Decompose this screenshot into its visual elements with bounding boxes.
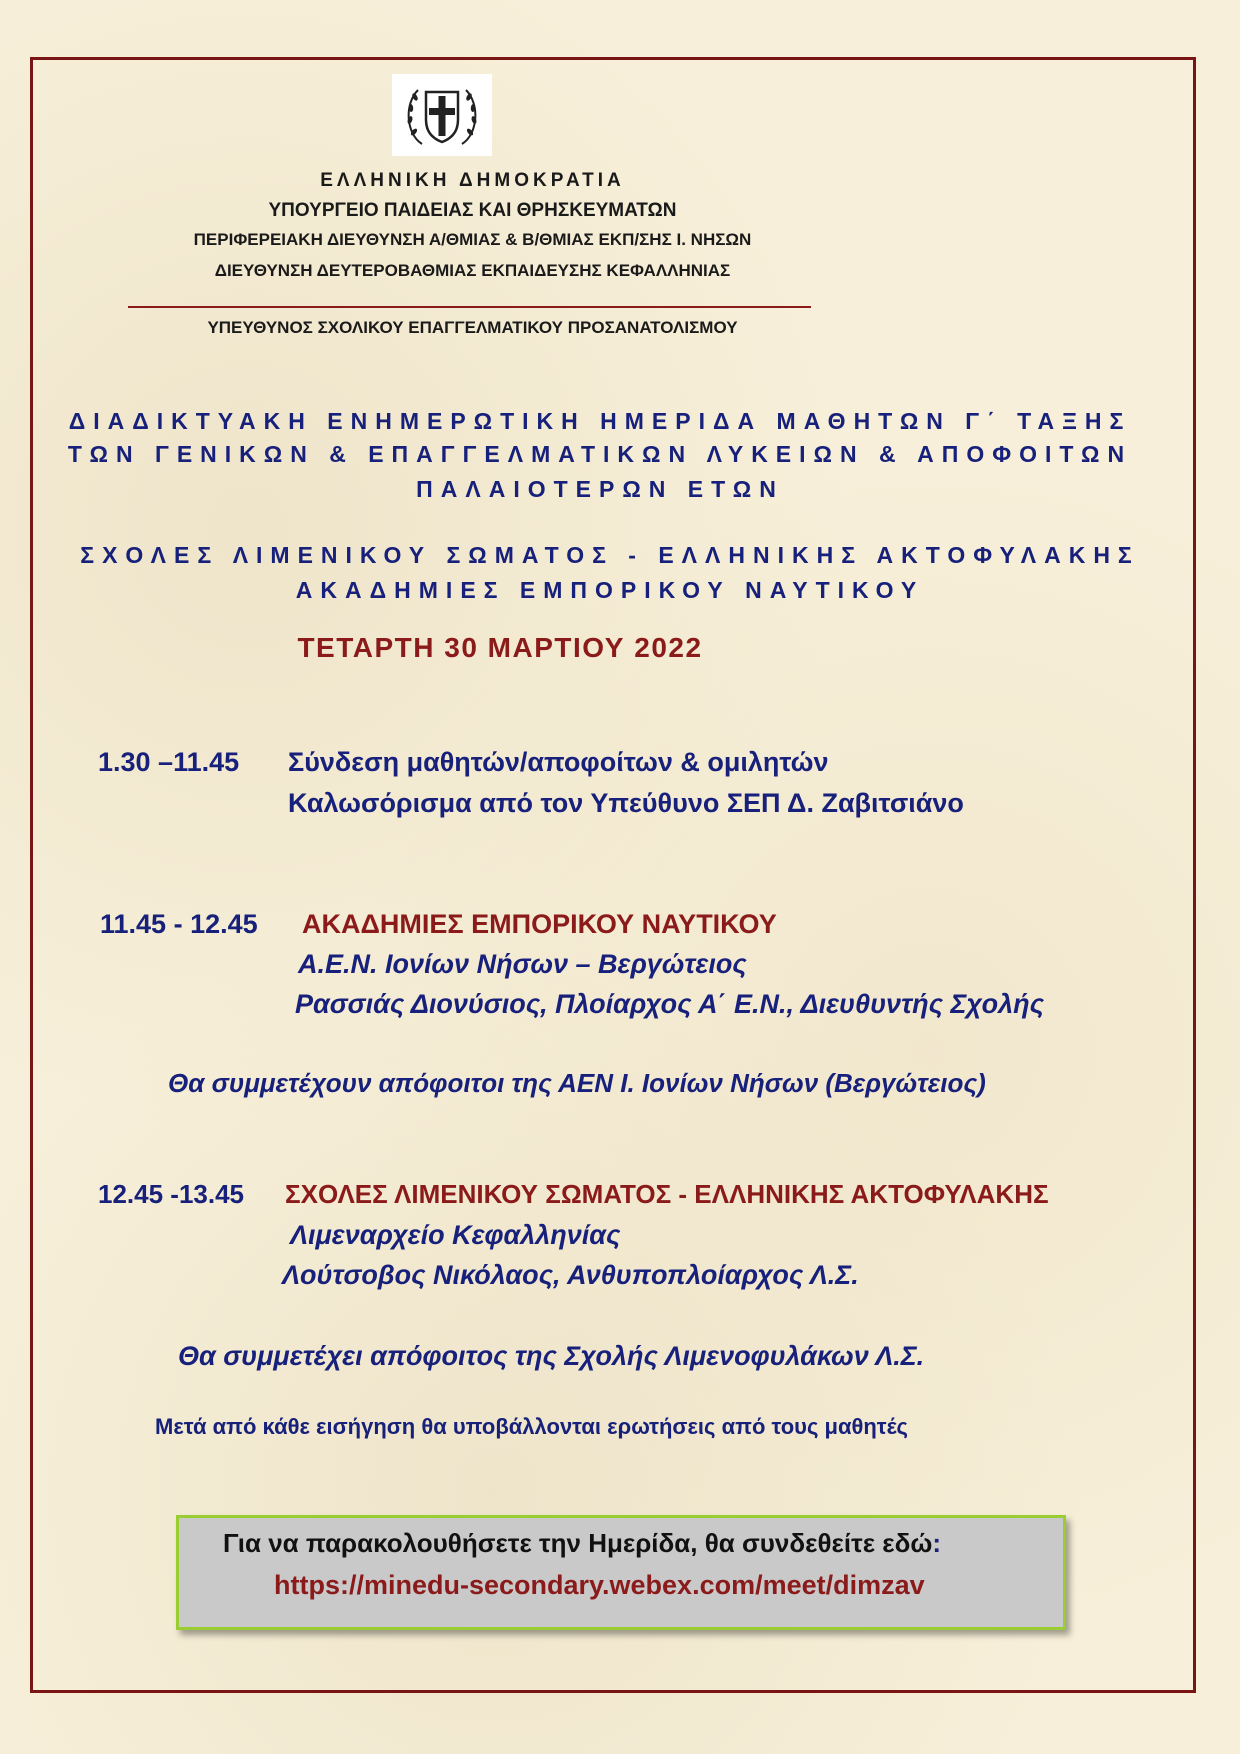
session-2-title: ΑΚΑΔΗΜΙΕΣ ΕΜΠΟΡΙΚΟΥ ΝΑΥΤΙΚΟΥ	[302, 909, 777, 939]
session-3-title: ΣΧΟΛΕΣ ΛΙΜΕΝΙΚΟΥ ΣΩΜΑΤΟΣ - ΕΛΛΗΝΙΚΗΣ ΑΚΤΟΦΥΛΑΚΗΣ	[285, 1179, 1049, 1209]
session-3-time: 12.45 -13.45	[98, 1179, 245, 1209]
title-line-2: ΤΩΝ ΓΕΝΙΚΩΝ & ΕΠΑΓΓΕΛΜΑΤΙΚΩΝ ΛΥΚΕΙΩΝ & ΑΠΟΦΟΙΤΩΝ	[67, 441, 1133, 467]
ministry-name: ΥΠΟΥΡΓΕΙΟ ΠΑΙΔΕΙΑΣ ΚΑΙ ΘΡΗΣΚΕΥΜΑΤΩΝ	[268, 200, 677, 221]
session-3-note: Θα συμμετέχει απόφοιτος της Σχολής Λιμενοφυλάκων Λ.Σ.	[178, 1341, 925, 1371]
title-line-1: ΔΙΑΔΙΚΤΥΑΚΗ ΕΝΗΜΕΡΩΤΙΚΗ ΗΜΕΡΙΔΑ ΜΑΘΗΤΩΝ Γ΄ ΤΑΞΗΣ	[68, 408, 1132, 434]
link-label	[223, 1528, 941, 1559]
greek-emblem-icon	[392, 74, 492, 156]
session-1-line-2: Καλωσόρισμα από τον Υπεύθυνο ΣΕΠ Δ. Ζαβιτσιάνο	[288, 788, 964, 818]
questions-note: Μετά από κάθε εισήγηση θα υποβάλλονται ερωτήσεις από τους μαθητές	[155, 1414, 908, 1439]
responsible-office: ΥΠΕΥΘΥΝΟΣ ΣΧΟΛΙΚΟΥ ΕΠΑΓΓΕΛΜΑΤΙΚΟΥ ΠΡΟΣΑΝΑΤΟΛΙΣΜΟΥ	[207, 318, 738, 337]
webex-link-box	[176, 1515, 1066, 1630]
event-date: ΤΕΤΑΡΤΗ 30 ΜΑΡΤΙΟΥ 2022	[297, 632, 703, 663]
header-divider	[128, 306, 811, 308]
country-name: ΕΛΛΗΝΙΚΗ ΔΗΜΟΚΡΑΤΙΑ	[320, 170, 625, 191]
session-3-speaker: Λούτσοβος Νικόλαος, Ανθυποπλοίαρχος Λ.Σ.	[282, 1260, 859, 1290]
schools-title-2: ΑΚΑΔΗΜΙΕΣ ΕΜΠΟΡΙΚΟΥ ΝΑΥΤΙΚΟΥ	[295, 577, 925, 603]
session-2-speaker: Ρασσιάς Διονύσιος, Πλοίαρχος Α΄ Ε.Ν., Διευθυντής Σχολής	[295, 989, 1044, 1019]
regional-directorate: ΠΕΡΙΦΕΡΕΙΑΚΗ ΔΙΕΥΘΥΝΣΗ Α/ΘΜΙΑΣ & Β/ΘΜΙΑΣ ΕΚΠ/ΣΗΣ Ι. ΝΗΣΩΝ	[193, 230, 752, 249]
page-border	[30, 57, 1196, 1693]
secondary-directorate: ΔΙΕΥΘΥΝΣΗ ΔΕΥΤΕΡΟΒΑΘΜΙΑΣ ΕΚΠΑΙΔΕΥΣΗΣ ΚΕΦΑΛΛΗΝΙΑΣ	[214, 261, 731, 280]
link-label-text: Για να παρακολουθήσετε την Ημερίδα, θα συνδεθείτε εδώ	[223, 1528, 933, 1558]
session-1-time: 1.30 –11.45	[98, 747, 240, 777]
session-2-time: 11.45 - 12.45	[100, 909, 258, 939]
session-1-line-1: Σύνδεση μαθητών/αποφοίτων & ομιλητών	[288, 747, 829, 777]
schools-title-1: ΣΧΟΛΕΣ ΛΙΜΕΝΙΚΟΥ ΣΩΜΑΤΟΣ - ΕΛΛΗΝΙΚΗΣ ΑΚΤΟΦΥΛΑΚΗΣ	[80, 542, 1140, 568]
webex-meeting-link[interactable]: https://minedu-secondary.webex.com/meet/dimzav	[274, 1570, 925, 1600]
title-line-3: ΠΑΛΑΙΟΤΕΡΩΝ ΕΤΩΝ	[416, 476, 784, 502]
session-3-office: Λιμεναρχείο Κεφαλληνίας	[290, 1220, 621, 1250]
link-label-colon: :	[932, 1528, 941, 1558]
session-2-school: Α.Ε.Ν. Ιονίων Νήσων – Βεργώτειος	[298, 949, 747, 979]
session-2-note: Θα συμμετέχουν απόφοιτοι της ΑΕΝ Ι. Ιονίων Νήσων (Βεργώτειος)	[168, 1068, 986, 1098]
